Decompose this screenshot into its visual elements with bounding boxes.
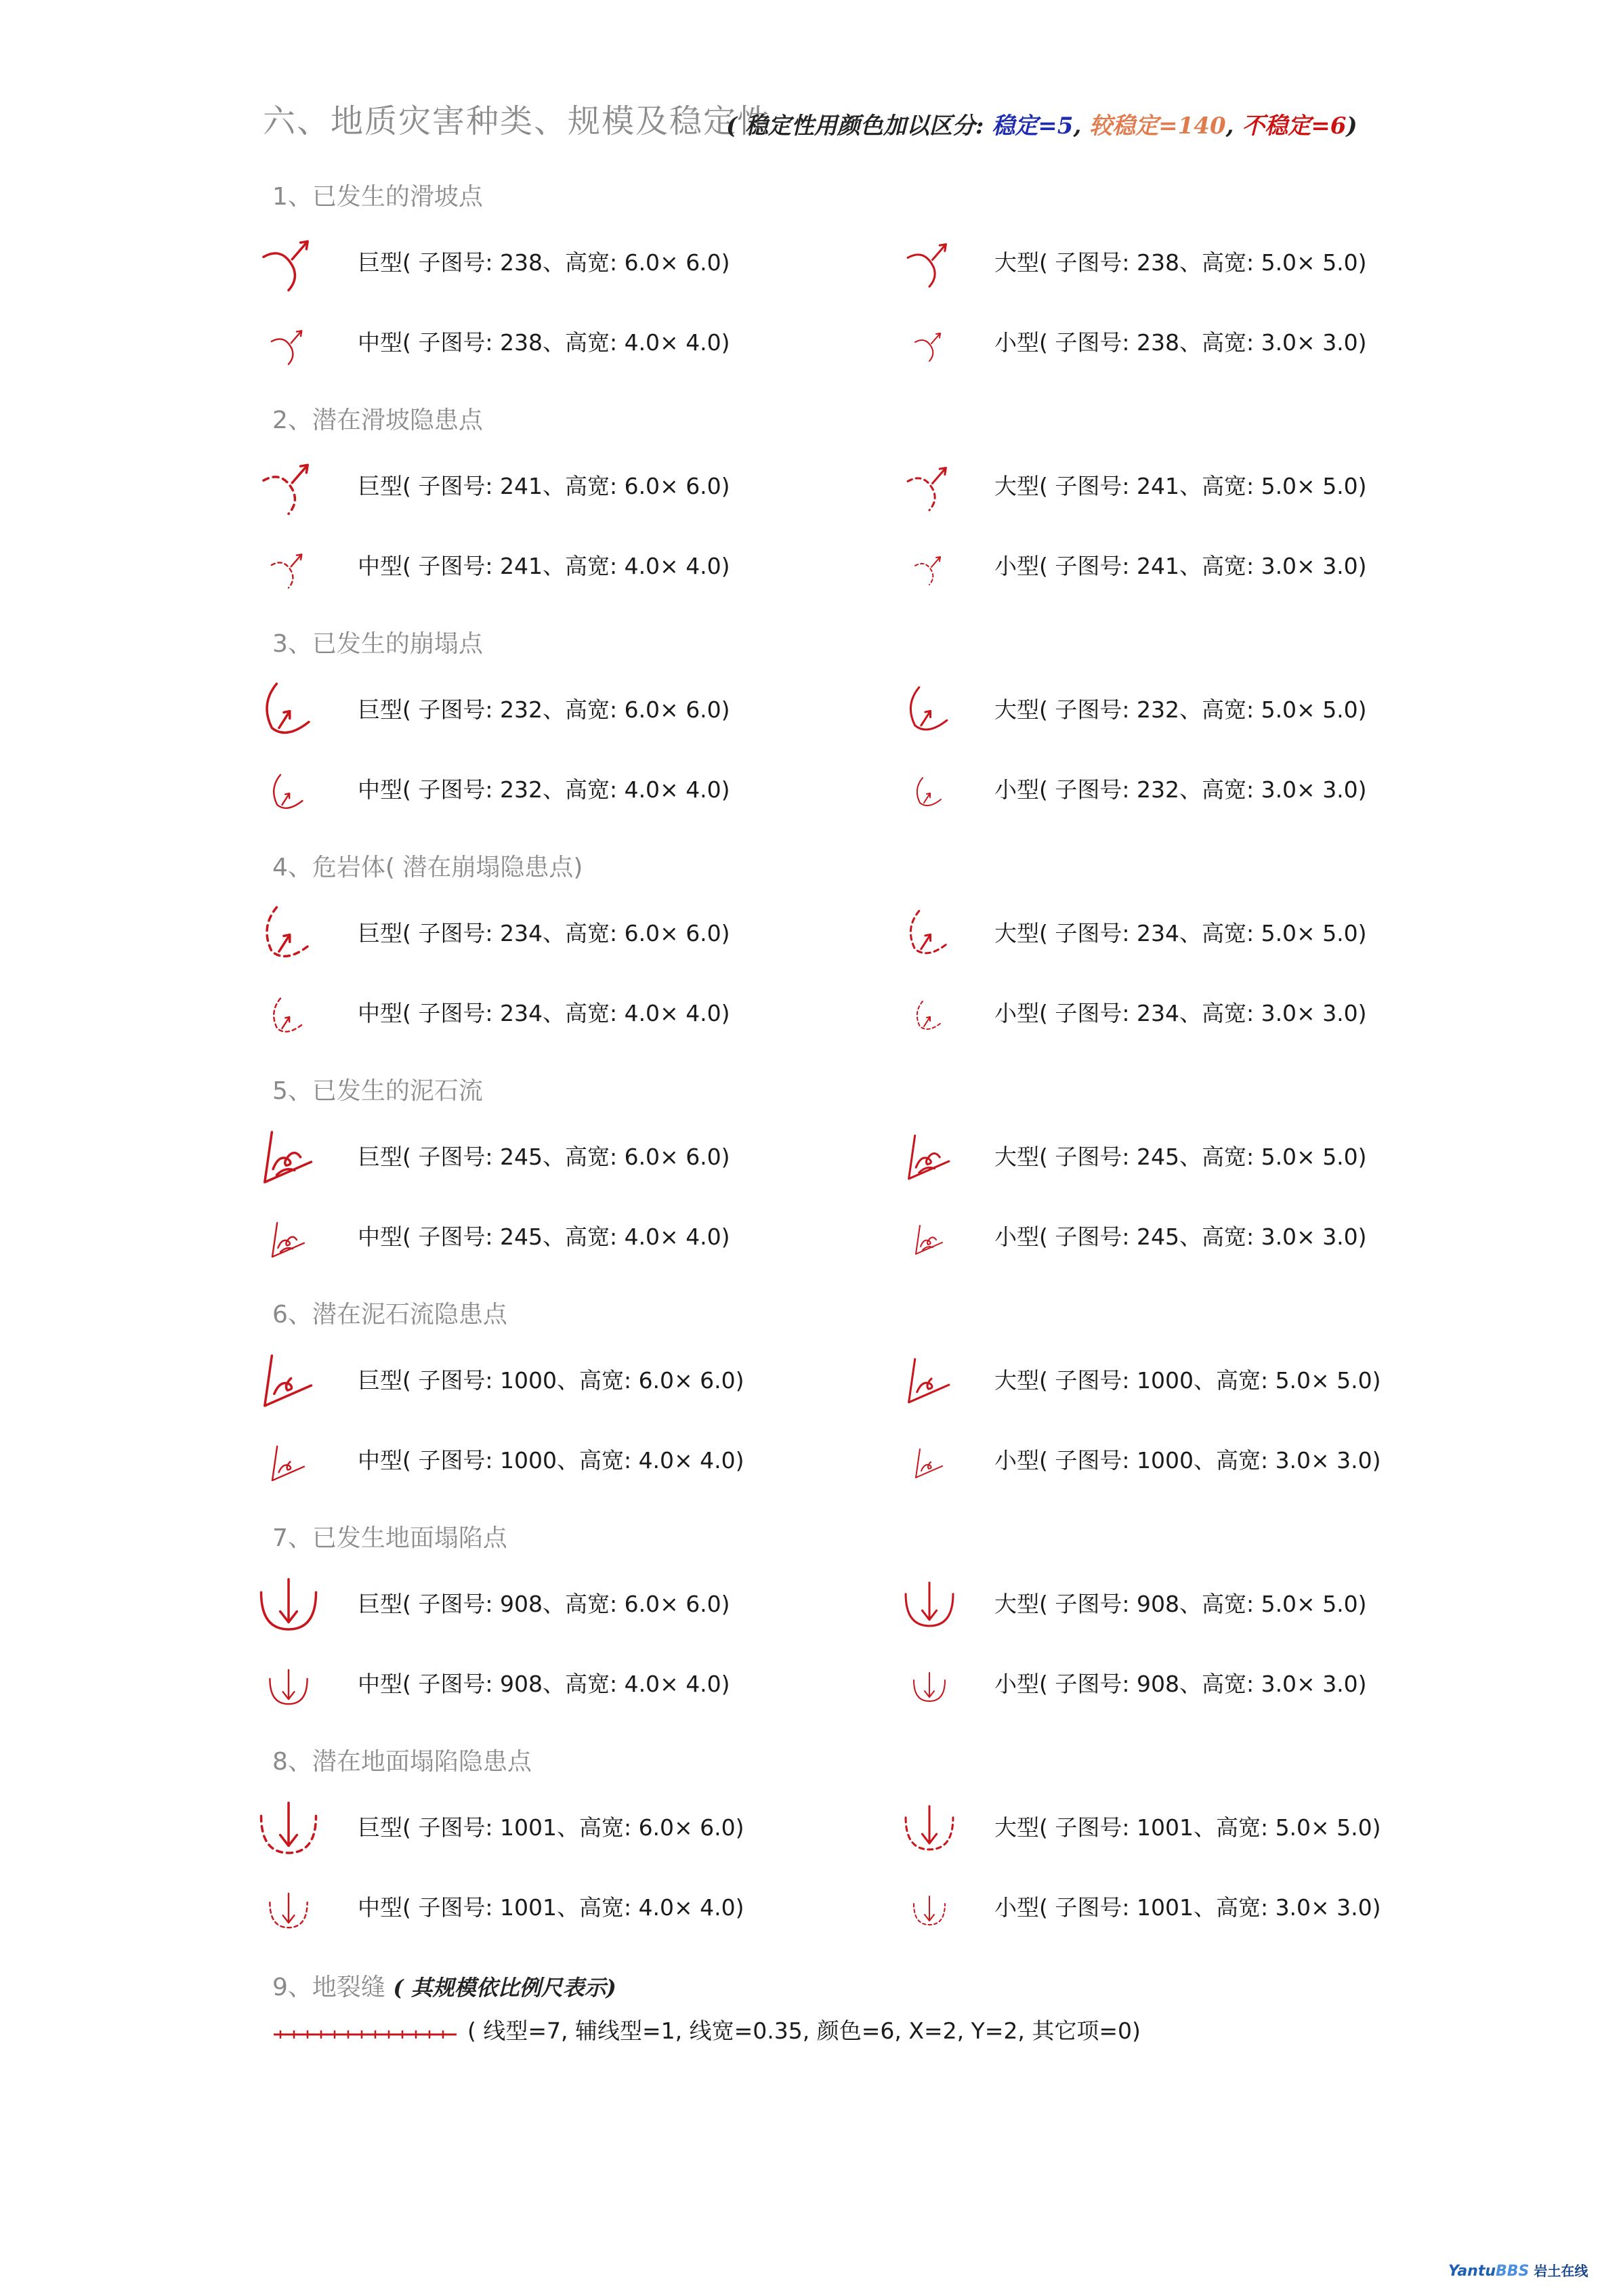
hazard-size-label: 中型( 子图号: 238、高宽: 4.0× 4.0) bbox=[358, 329, 730, 356]
potential-subsidence-icon bbox=[912, 1894, 946, 1927]
site-logo bbox=[1448, 2260, 1588, 2280]
hazard-size-label: 大型( 子图号: 232、高宽: 5.0× 5.0) bbox=[994, 696, 1367, 723]
potential-debris-flow-icon bbox=[912, 1446, 946, 1480]
debris-flow-icon bbox=[904, 1131, 955, 1183]
hazard-size-entry bbox=[994, 916, 1367, 948]
hazard-size-label: 巨型( 子图号: 234、高宽: 6.0× 6.0) bbox=[358, 920, 730, 946]
hazard-size-entry bbox=[994, 996, 1367, 1028]
hazard-size-label: 巨型( 子图号: 238、高宽: 6.0× 6.0) bbox=[358, 249, 730, 276]
note-sep: , bbox=[1225, 112, 1242, 140]
logo-text: Yantu bbox=[1448, 2263, 1496, 2280]
section-heading: 6、潜在泥石流隐患点 bbox=[272, 1301, 507, 1329]
section-heading: 8、潜在地面塌陷隐患点 bbox=[272, 1748, 532, 1776]
hazard-size-label: 中型( 子图号: 234、高宽: 4.0× 4.0) bbox=[358, 1000, 730, 1026]
hazard-size-entry bbox=[994, 1667, 1367, 1698]
potential-debris-flow-icon bbox=[904, 1355, 955, 1406]
hazard-size-entry bbox=[994, 549, 1367, 581]
hazard-size-entry bbox=[994, 1219, 1367, 1251]
hazard-size-entry bbox=[994, 692, 1367, 724]
hazard-size-label: 大型( 子图号: 908、高宽: 5.0× 5.0) bbox=[994, 1591, 1367, 1617]
debris-flow-icon bbox=[268, 1219, 309, 1260]
hazard-size-entry bbox=[994, 245, 1367, 277]
hazard-size-label: 巨型( 子图号: 241、高宽: 6.0× 6.0) bbox=[358, 473, 730, 499]
crack-heading: 9、地裂缝 bbox=[272, 1974, 385, 2001]
hazard-size-label: 中型( 子图号: 1000、高宽: 4.0× 4.0) bbox=[358, 1447, 744, 1474]
hazard-size-entry bbox=[994, 1443, 1381, 1475]
note-sep: , bbox=[1073, 112, 1090, 140]
dangerous-rock-icon bbox=[904, 908, 955, 959]
hazard-size-label: 巨型( 子图号: 1001、高宽: 6.0× 6.0) bbox=[358, 1814, 744, 1841]
hazard-size-entry bbox=[358, 996, 730, 1028]
hazard-size-entry bbox=[358, 549, 730, 581]
hazard-size-label: 中型( 子图号: 241、高宽: 4.0× 4.0) bbox=[358, 553, 730, 579]
hazard-size-label: 巨型( 子图号: 908、高宽: 6.0× 6.0) bbox=[358, 1591, 730, 1617]
hazard-size-label: 小型( 子图号: 241、高宽: 3.0× 3.0) bbox=[994, 553, 1367, 579]
landslide-icon bbox=[912, 329, 946, 362]
potential-landslide-icon bbox=[904, 461, 955, 512]
hazard-size-label: 大型( 子图号: 234、高宽: 5.0× 5.0) bbox=[994, 920, 1367, 946]
potential-subsidence-icon bbox=[259, 1798, 318, 1858]
hazard-size-label: 大型( 子图号: 241、高宽: 5.0× 5.0) bbox=[994, 473, 1367, 499]
logo-text-cn: 岩土在线 bbox=[1529, 2263, 1588, 2279]
section-heading: 5、已发生的泥石流 bbox=[272, 1077, 483, 1105]
hazard-size-entry bbox=[358, 1587, 730, 1619]
hazard-size-label: 小型( 子图号: 245、高宽: 3.0× 3.0) bbox=[994, 1224, 1367, 1250]
logo-text-bbs: BBS bbox=[1496, 2263, 1530, 2280]
collapse-icon bbox=[904, 684, 955, 736]
section-heading: 3、已发生的崩塌点 bbox=[272, 630, 483, 658]
hazard-size-entry bbox=[358, 469, 730, 501]
hazard-size-entry bbox=[994, 1363, 1381, 1395]
ground-fissure-line-icon bbox=[274, 2030, 457, 2039]
ground-subsidence-icon bbox=[904, 1579, 955, 1630]
section-heading: 4、危岩体( 潜在崩塌隐患点) bbox=[272, 854, 583, 881]
hazard-size-label: 小型( 子图号: 234、高宽: 3.0× 3.0) bbox=[994, 1000, 1367, 1026]
hazard-size-entry bbox=[358, 1667, 730, 1698]
landslide-icon bbox=[268, 325, 309, 366]
hazard-size-entry bbox=[358, 1810, 744, 1842]
dangerous-rock-icon bbox=[912, 999, 946, 1033]
hazard-size-entry bbox=[994, 1587, 1367, 1619]
hazard-size-entry bbox=[358, 325, 730, 357]
hazard-size-label: 小型( 子图号: 1001、高宽: 3.0× 3.0) bbox=[994, 1894, 1381, 1921]
hazard-size-label: 中型( 子图号: 245、高宽: 4.0× 4.0) bbox=[358, 1224, 730, 1250]
potential-debris-flow-icon bbox=[259, 1351, 318, 1411]
note-fair: 较稳定=140 bbox=[1089, 112, 1226, 140]
potential-subsidence-icon bbox=[904, 1802, 955, 1854]
section-heading: 2、潜在滑坡隐患点 bbox=[272, 406, 483, 434]
hazard-size-label: 中型( 子图号: 232、高宽: 4.0× 4.0) bbox=[358, 776, 730, 803]
hazard-size-entry bbox=[358, 1443, 744, 1475]
hazard-size-label: 小型( 子图号: 1000、高宽: 3.0× 3.0) bbox=[994, 1447, 1381, 1474]
hazard-size-entry bbox=[358, 692, 730, 724]
collapse-icon bbox=[912, 776, 946, 810]
dangerous-rock-icon bbox=[268, 996, 309, 1037]
hazard-size-entry bbox=[358, 916, 730, 948]
hazard-size-entry bbox=[994, 1140, 1367, 1171]
hazard-size-label: 巨型( 子图号: 245、高宽: 6.0× 6.0) bbox=[358, 1144, 730, 1170]
collapse-icon bbox=[259, 680, 318, 740]
potential-landslide-icon bbox=[259, 457, 318, 516]
hazard-size-entry bbox=[994, 325, 1367, 357]
potential-landslide-icon bbox=[268, 549, 309, 589]
hazard-size-entry bbox=[994, 1890, 1381, 1922]
section-heading-crack bbox=[272, 1968, 616, 2003]
hazard-size-label: 小型( 子图号: 232、高宽: 3.0× 3.0) bbox=[994, 776, 1367, 803]
hazard-size-entry bbox=[358, 1890, 744, 1922]
note-unstable: 不稳定=6 bbox=[1242, 112, 1347, 140]
potential-debris-flow-icon bbox=[268, 1443, 309, 1484]
hazard-size-entry bbox=[994, 1810, 1381, 1842]
hazard-size-entry bbox=[358, 772, 730, 804]
crack-spec: ( 线型=7, 辅线型=1, 线宽=0.35, 颜色=6, X=2, Y=2, 其它项=0) bbox=[467, 2018, 1141, 2044]
ground-subsidence-icon bbox=[259, 1574, 318, 1634]
ground-subsidence-icon bbox=[912, 1670, 946, 1704]
section-heading: 1、已发生的滑坡点 bbox=[272, 183, 483, 211]
dangerous-rock-icon bbox=[259, 904, 318, 963]
stability-color-note bbox=[726, 107, 1357, 140]
section-heading: 7、已发生地面塌陷点 bbox=[272, 1524, 507, 1552]
hazard-size-entry bbox=[358, 1363, 744, 1395]
hazard-size-label: 大型( 子图号: 1001、高宽: 5.0× 5.0) bbox=[994, 1814, 1381, 1841]
hazard-size-label: 大型( 子图号: 245、高宽: 5.0× 5.0) bbox=[994, 1144, 1367, 1170]
potential-landslide-icon bbox=[912, 552, 946, 586]
hazard-size-entry bbox=[994, 469, 1367, 501]
hazard-size-label: 大型( 子图号: 1000、高宽: 5.0× 5.0) bbox=[994, 1367, 1381, 1394]
crack-heading-note: ( 其规模依比例尺表示) bbox=[393, 1975, 616, 2001]
debris-flow-icon bbox=[912, 1223, 946, 1257]
landslide-icon bbox=[904, 237, 955, 289]
note-open: ( 稳定性用颜色加以区分: bbox=[726, 112, 992, 140]
note-close: ) bbox=[1346, 112, 1357, 140]
hazard-size-entry bbox=[358, 245, 730, 277]
debris-flow-icon bbox=[259, 1127, 318, 1187]
hazard-size-entry bbox=[358, 1219, 730, 1251]
landslide-icon bbox=[259, 233, 318, 293]
hazard-size-label: 中型( 子图号: 908、高宽: 4.0× 4.0) bbox=[358, 1671, 730, 1697]
page-title: 六、地质灾害种类、规模及稳定性 bbox=[263, 102, 772, 140]
hazard-size-entry bbox=[994, 772, 1367, 804]
hazard-size-entry bbox=[358, 1140, 730, 1171]
hazard-size-label: 小型( 子图号: 908、高宽: 3.0× 3.0) bbox=[994, 1671, 1367, 1697]
ground-subsidence-icon bbox=[268, 1667, 309, 1707]
hazard-size-label: 大型( 子图号: 238、高宽: 5.0× 5.0) bbox=[994, 249, 1367, 276]
hazard-size-label: 中型( 子图号: 1001、高宽: 4.0× 4.0) bbox=[358, 1894, 744, 1921]
collapse-icon bbox=[268, 772, 309, 813]
potential-subsidence-icon bbox=[268, 1890, 309, 1931]
hazard-size-label: 巨型( 子图号: 1000、高宽: 6.0× 6.0) bbox=[358, 1367, 744, 1394]
note-stable: 稳定=5 bbox=[992, 112, 1074, 140]
hazard-size-label: 巨型( 子图号: 232、高宽: 6.0× 6.0) bbox=[358, 696, 730, 723]
hazard-size-label: 小型( 子图号: 238、高宽: 3.0× 3.0) bbox=[994, 329, 1367, 356]
